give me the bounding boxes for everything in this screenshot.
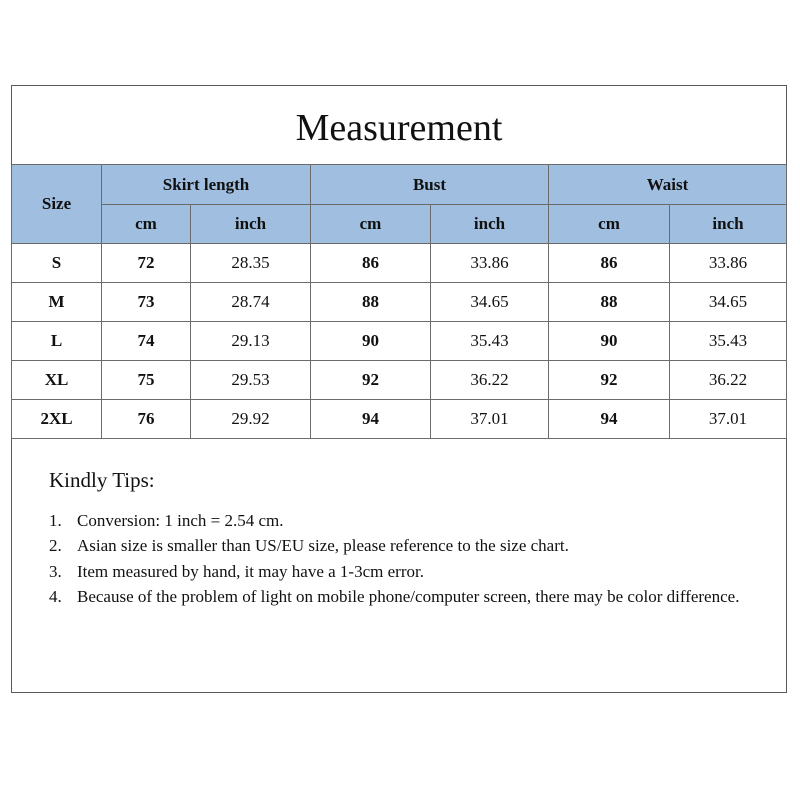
unit-inch-header: inch [431, 205, 549, 244]
table-row [12, 322, 787, 361]
unit-inch-header: inch [670, 205, 787, 244]
tip-text: Because of the problem of light on mobile phone/computer screen, there may be color difference. [77, 587, 740, 606]
bust-cm-cell: 94 [311, 400, 431, 439]
table-row [12, 283, 787, 322]
list-item [49, 533, 769, 559]
unit-cm-header: cm [549, 205, 670, 244]
skirt-cm-cell: 73 [102, 283, 191, 322]
unit-inch-header: inch [191, 205, 311, 244]
unit-cm-header: cm [311, 205, 431, 244]
size-cell: L [12, 322, 102, 361]
list-item [49, 508, 769, 534]
tip-number: 2. [49, 536, 62, 555]
bust-inch-cell: 34.65 [431, 283, 549, 322]
bust-inch-cell: 33.86 [431, 244, 549, 283]
table-row [12, 244, 787, 283]
bust-cm-cell: 88 [311, 283, 431, 322]
bust-inch-cell: 37.01 [431, 400, 549, 439]
table-row [12, 400, 787, 439]
waist-inch-cell: 36.22 [670, 361, 787, 400]
tip-number: 3. [49, 561, 62, 581]
waist-inch-cell: 35.43 [670, 322, 787, 361]
waist-cm-cell: 88 [549, 283, 670, 322]
page-title: Measurement [295, 107, 503, 149]
tip-text: Asian size is smaller than US/EU size, please reference to the size chart. [77, 536, 569, 555]
tip-number: 4. [49, 587, 62, 606]
tip-number: 1. [49, 510, 62, 530]
waist-inch-cell: 37.01 [670, 400, 787, 439]
list-item [49, 559, 769, 585]
table-header-row [12, 165, 787, 205]
bust-inch-cell: 36.22 [431, 361, 549, 400]
list-item [49, 584, 769, 610]
unit-cm-header: cm [102, 205, 191, 244]
bust-cm-cell: 92 [311, 361, 431, 400]
skirt-cm-cell: 74 [102, 322, 191, 361]
size-cell: 2XL [12, 400, 102, 439]
bust-inch-cell: 35.43 [431, 322, 549, 361]
bust-cm-cell: 90 [311, 322, 431, 361]
size-cell: S [12, 244, 102, 283]
skirt-cm-cell: 72 [102, 244, 191, 283]
size-cell: XL [12, 361, 102, 400]
tips-list [49, 508, 769, 610]
tip-text: Item measured by hand, it may have a 1-3cm error. [77, 561, 424, 581]
table-unit-row [12, 205, 787, 244]
skirt-inch-cell: 29.53 [191, 361, 311, 400]
waist-cm-cell: 86 [549, 244, 670, 283]
tips-title: Kindly Tips: [49, 468, 155, 492]
bust-header: Bust [311, 165, 549, 205]
skirt-inch-cell: 28.74 [191, 283, 311, 322]
skirt-inch-cell: 28.35 [191, 244, 311, 283]
skirt-inch-cell: 29.92 [191, 400, 311, 439]
waist-inch-cell: 33.86 [670, 244, 787, 283]
size-chart-card [11, 85, 787, 693]
size-cell: M [12, 283, 102, 322]
skirt-inch-cell: 29.13 [191, 322, 311, 361]
waist-cm-cell: 90 [549, 322, 670, 361]
waist-inch-cell: 34.65 [670, 283, 787, 322]
kindly-tips [49, 468, 769, 610]
skirt-cm-cell: 76 [102, 400, 191, 439]
skirt-length-header: Skirt length [102, 165, 311, 205]
table-row [12, 361, 787, 400]
waist-cm-cell: 92 [549, 361, 670, 400]
bust-cm-cell: 86 [311, 244, 431, 283]
tip-text: Conversion: 1 inch = 2.54 cm. [77, 510, 284, 530]
size-table [11, 164, 787, 439]
waist-header: Waist [549, 165, 787, 205]
size-header: Size [12, 165, 102, 244]
waist-cm-cell: 94 [549, 400, 670, 439]
skirt-cm-cell: 75 [102, 361, 191, 400]
